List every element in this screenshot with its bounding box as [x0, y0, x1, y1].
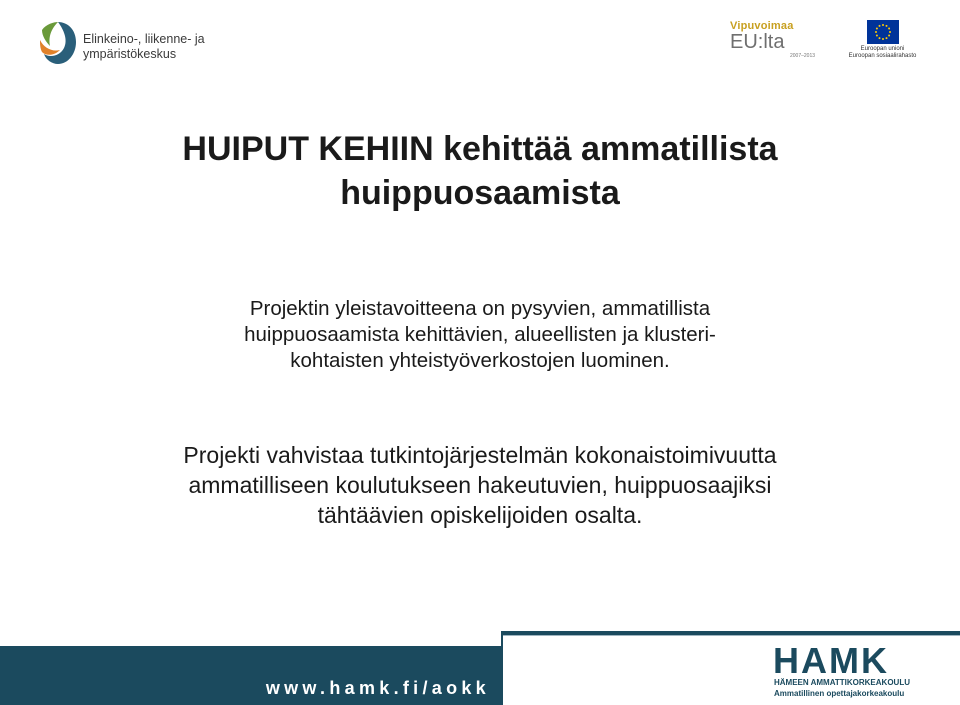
vipuvoimaa-eu-logo: [730, 20, 825, 62]
footer-divider-shadow: [502, 635, 960, 636]
footer-bar: [0, 646, 502, 705]
eu-union-label: Euroopan unioni: [860, 46, 905, 52]
project-line3: tähtäävien opiskelijoiden osalta.: [317, 502, 643, 528]
ely-name-line1: Elinkeino-, liikenne- ja: [83, 32, 205, 46]
hamk-teacher-college-name: Ammatillinen opettajakorkeakoulu: [774, 689, 905, 698]
hamk-logo: [773, 642, 923, 700]
eu-flag-icon: [867, 20, 899, 44]
eu-logo: [835, 20, 930, 64]
eu-lta-label: EU:lta: [730, 31, 785, 53]
title-line1: HUIPUT KEHIIN kehittää ammatillista: [182, 130, 778, 168]
eu-social-fund-label: Euroopan sosiaalirahasto: [848, 53, 917, 59]
ely-name-line2: ympäristökeskus: [83, 47, 177, 61]
program-years: 2007–2013: [790, 53, 816, 59]
hamk-university-name: HÄMEEN AMMATTIKORKEAKOULU: [774, 678, 910, 687]
project-line2: ammatilliseen koulutukseen hakeutuvien, huippuosaajiksi: [188, 472, 772, 498]
hamk-wordmark: HAMK: [773, 640, 889, 681]
slide-title: [0, 127, 960, 215]
goal-paragraph: [0, 296, 960, 374]
footer-url-link[interactable]: www.hamk.fi/aokk: [265, 678, 490, 698]
ely-logo: [38, 18, 278, 68]
project-paragraph: [0, 440, 960, 530]
project-line1: Projekti vahvistaa tutkintojärjestelmän kokonaistoimivuutta: [183, 442, 777, 468]
title-line2: huippuosaamista: [340, 174, 620, 212]
goal-line1: Projektin yleistavoitteena on pysyvien, ammatillista: [249, 297, 711, 320]
ely-emblem-icon: [38, 20, 78, 66]
ely-name: [83, 32, 205, 62]
goal-line2: huippuosaamista kehittävien, alueellisten ja klusteri-: [244, 323, 716, 346]
vipuvoimaa-label: Vipuvoimaa: [730, 20, 794, 32]
goal-line3: kohtaisten yhteistyöverkostojen luominen.: [290, 349, 670, 372]
